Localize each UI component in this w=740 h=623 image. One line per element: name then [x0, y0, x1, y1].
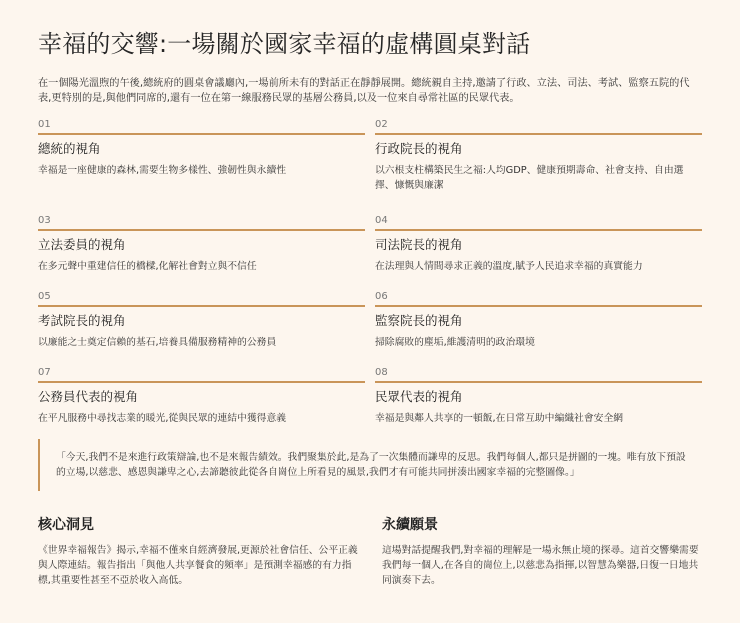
- card-title: 監察院長的視角: [375, 313, 463, 328]
- card-description: 以廉能之士奠定信賴的基石,培養具備服務精神的公務員: [38, 337, 277, 348]
- card-title: 立法委員的視角: [38, 237, 126, 252]
- perspective-grid: [38, 118, 702, 442]
- perspective-card-legislator: [38, 214, 365, 290]
- card-title: 考試院長的視角: [38, 313, 126, 328]
- vision-heading: 永續願景: [382, 517, 438, 533]
- page-title: 幸福的交響:一場關於國家幸福的虛構圓桌對話: [38, 30, 531, 58]
- vision-text: 這場對話提醒我們,對幸福的理解是一場永無止境的探尋。這首交響樂需要我們每一個人,在各自的崗位上,以慈悲為指揮,以智慧為樂器,日復一日地共同演奏下去。: [382, 545, 699, 586]
- card-number: 07: [38, 366, 365, 383]
- card-title: 總統的視角: [38, 141, 101, 156]
- card-description: 幸福是與鄰人共享的一頓飯,在日常互助中編織社會安全網: [375, 413, 624, 424]
- card-description: 以六根支柱構築民生之福:人均GDP、健康預期壽命、社會支持、自由選擇、慷慨與廉潔: [375, 165, 684, 191]
- card-number: 08: [375, 366, 702, 383]
- card-number: 02: [375, 118, 702, 135]
- card-title: 司法院長的視角: [375, 237, 463, 252]
- card-description: 在多元聲中重建信任的橋樑,化解社會對立與不信任: [38, 261, 257, 272]
- perspective-card-examination: [38, 290, 365, 366]
- perspective-card-executive: [375, 118, 702, 214]
- card-number: 06: [375, 290, 702, 307]
- card-title: 公務員代表的視角: [38, 389, 139, 404]
- perspective-card-citizen: [375, 366, 702, 442]
- card-description: 在法理與人情間尋求正義的溫度,賦予人民追求幸福的真實能力: [375, 261, 643, 272]
- card-title: 行政院長的視角: [375, 141, 463, 156]
- quote-text: 「今天,我們不是來進行政策辯論,也不是來報告績效。我們聚集於此,是為了一次集體而謙卑的反思。我們每個人,都只是拼圖的一塊。唯有放下預設的立場,以慈悲、感恩與謙卑之心,去諦聽彼此從各自崗位上所看見的風景,我們才有可能共同拼湊出國家幸福的完整圖像。」: [56, 452, 686, 478]
- perspective-card-civil-servant: [38, 366, 365, 442]
- card-title: 民眾代表的視角: [375, 389, 463, 404]
- perspective-card-control: [375, 290, 702, 366]
- card-number: 01: [38, 118, 365, 135]
- perspective-card-president: [38, 118, 365, 214]
- insight-text: 《世界幸福報告》揭示,幸福不僅來自經濟發展,更源於社會信任、公平正義與人際連結。報告指出「與他人共享餐食的頻率」是預測幸福感的有力指標,其重要性甚至不亞於收入高低。: [38, 545, 358, 586]
- card-number: 03: [38, 214, 365, 231]
- card-description: 掃除腐敗的塵垢,維護清明的政治環境: [375, 337, 535, 348]
- card-number: 05: [38, 290, 365, 307]
- insight-heading: 核心洞見: [38, 517, 94, 533]
- intro-paragraph: 在一個陽光溫煦的午後,總統府的圓桌會議廳內,一場前所未有的對話正在靜靜展開。總統親自主持,邀請了行政、立法、司法、考試、監察五院的代表,更特別的是,與他們同席的,還有一位在第一線服務民眾的基層公務員,以及一位來自尋常社區的民眾代表。: [38, 78, 690, 104]
- card-description: 在平凡服務中尋找志業的暖光,從與民眾的連結中獲得意義: [38, 413, 287, 424]
- card-number: 04: [375, 214, 702, 231]
- card-description: 幸福是一座健康的森林,需要生物多樣性、強韌性與永續性: [38, 165, 287, 176]
- perspective-card-judicial: [375, 214, 702, 290]
- blockquote: [38, 439, 696, 491]
